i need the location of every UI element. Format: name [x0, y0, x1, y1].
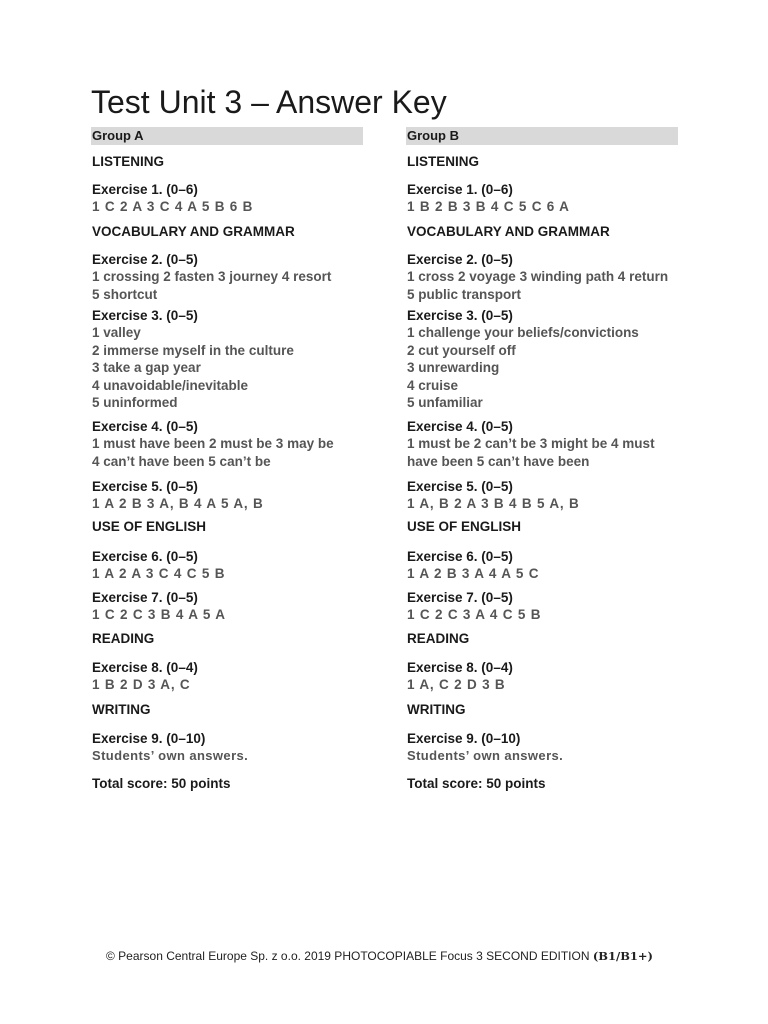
exercise-2 [407, 252, 668, 303]
exercise-title: Exercise 1. (0–6) [407, 182, 513, 197]
answer-line: 1 A 2 A 3 C 4 C 5 B [92, 566, 226, 581]
total-score: Total score: 50 points [92, 776, 231, 791]
answer-line: 1 challenge your beliefs/convictions [407, 325, 639, 340]
footer-copyright: © Pearson Central Europe Sp. z o.o. 2019 PHOTOCOPIABLE Focus 3 SECOND EDITION [106, 949, 593, 963]
exercise-title: Exercise 8. (0–4) [92, 660, 198, 675]
exercise-title: Exercise 2. (0–5) [92, 252, 198, 267]
answer-line: 1 A 2 B 3 A, B 4 A 5 A, B [92, 496, 264, 511]
footer [106, 949, 653, 963]
answer-line: 1 C 2 C 3 A 4 C 5 B [407, 607, 542, 622]
total-score: Total score: 50 points [407, 776, 546, 791]
exercise-7 [92, 590, 226, 624]
exercise-title: Exercise 6. (0–5) [407, 549, 513, 564]
exercise-1 [92, 182, 253, 216]
exercise-4 [407, 419, 655, 470]
answer-line: 1 A, B 2 A 3 B 4 B 5 A, B [407, 496, 580, 511]
section-use-of-english: USE OF ENGLISH [407, 519, 522, 534]
exercise-title: Exercise 4. (0–5) [92, 419, 198, 434]
answer-line: have been 5 can’t have been [407, 453, 590, 469]
exercise-9 [407, 731, 563, 765]
exercise-7 [407, 590, 541, 624]
group-a-column [91, 127, 363, 791]
group-header: Group B [406, 127, 678, 145]
exercise-5 [92, 479, 264, 513]
answer-line: 1 B 2 D 3 A, C [92, 677, 191, 692]
exercise-title: Exercise 3. (0–5) [407, 308, 513, 323]
answer-line: 2 cut yourself off [407, 342, 516, 358]
answer-line: 4 cruise [407, 377, 459, 393]
answer-line: 4 unavoidable/inevitable [92, 377, 249, 393]
exercise-title: Exercise 1. (0–6) [92, 182, 198, 197]
exercise-6 [407, 549, 539, 583]
exercise-5 [407, 479, 580, 513]
section-vocabulary-grammar: VOCABULARY AND GRAMMAR [92, 224, 295, 239]
exercise-title: Exercise 4. (0–5) [407, 419, 513, 434]
answer-line: 1 valley [92, 325, 141, 340]
group-b-column [406, 127, 678, 791]
answer-line: 1 crossing 2 fasten 3 journey 4 resort [92, 269, 332, 284]
answer-line: 5 unfamiliar [407, 395, 483, 410]
answer-line: 1 A 2 B 3 A 4 A 5 C [407, 566, 540, 581]
exercise-title: Exercise 8. (0–4) [407, 660, 513, 675]
exercise-title: Exercise 5. (0–5) [92, 479, 198, 494]
page-title: Test Unit 3 – Answer Key [91, 84, 447, 120]
footer-level: (B1/B1+) [592, 949, 653, 963]
section-listening: LISTENING [92, 154, 165, 169]
answer-line: 5 public transport [407, 286, 522, 302]
exercise-3 [92, 308, 294, 412]
exercise-title: Exercise 7. (0–5) [92, 590, 198, 605]
exercise-3 [407, 308, 639, 412]
exercise-title: Exercise 6. (0–5) [92, 549, 198, 564]
answer-line: 5 uninformed [92, 395, 178, 410]
exercise-9 [92, 731, 248, 765]
exercise-title: Exercise 9. (0–10) [407, 731, 521, 746]
answer-line: 1 A, C 2 D 3 B [407, 677, 506, 692]
exercise-title: Exercise 9. (0–10) [92, 731, 206, 746]
exercise-6 [92, 549, 225, 583]
answer-line: 1 cross 2 voyage 3 winding path 4 return [407, 269, 669, 284]
answer-line: Students’ own answers. [92, 748, 249, 763]
exercise-title: Exercise 5. (0–5) [407, 479, 513, 494]
answer-line: 3 unrewarding [407, 360, 500, 375]
exercise-title: Exercise 2. (0–5) [407, 252, 513, 267]
answer-line: 2 immerse myself in the culture [92, 342, 294, 358]
section-reading: READING [407, 631, 470, 646]
answer-line: 1 must have been 2 must be 3 may be [92, 436, 334, 451]
section-listening: LISTENING [407, 154, 480, 169]
exercise-4 [92, 419, 334, 470]
group-header: Group A [91, 127, 363, 145]
answer-line: 1 C 2 C 3 B 4 A 5 A [92, 607, 226, 622]
answer-line: 1 C 2 A 3 C 4 A 5 B 6 B [92, 199, 254, 214]
answer-line: Students’ own answers. [407, 748, 564, 763]
answer-line: 1 B 2 B 3 B 4 C 5 C 6 A [407, 199, 570, 214]
answer-line: 1 must be 2 can’t be 3 might be 4 must [407, 436, 655, 451]
section-vocabulary-grammar: VOCABULARY AND GRAMMAR [407, 224, 610, 239]
exercise-title: Exercise 3. (0–5) [92, 308, 198, 323]
section-use-of-english: USE OF ENGLISH [92, 519, 207, 534]
section-reading: READING [92, 631, 155, 646]
exercise-title: Exercise 7. (0–5) [407, 590, 513, 605]
answer-line: 5 shortcut [92, 286, 158, 302]
exercise-8 [407, 660, 513, 694]
exercise-2 [92, 252, 331, 303]
answer-line: 3 take a gap year [92, 360, 201, 375]
section-writing: WRITING [407, 702, 466, 717]
answer-line: 4 can’t have been 5 can’t be [92, 453, 271, 469]
section-writing: WRITING [92, 702, 151, 717]
exercise-8 [92, 660, 198, 694]
exercise-1 [407, 182, 570, 216]
